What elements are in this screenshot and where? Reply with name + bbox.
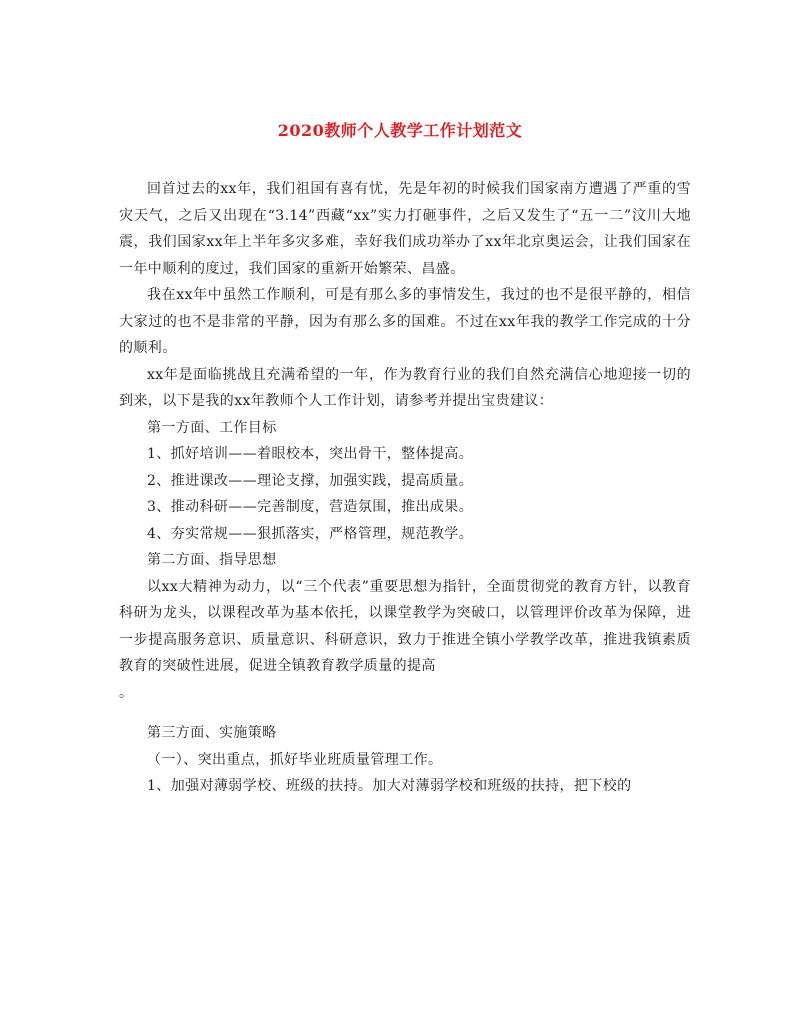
paragraph-review: 我在xx年中虽然工作顺利，可是有那么多的事情发生，我过的也不是很平静的，相信大家过的也不是非常的平静，因为有那么多的国难。不过在xx年我的教学工作完成的十分的顺利。	[119, 287, 691, 356]
document-title: 2020教师个人教学工作计划范文	[277, 121, 523, 140]
list-item-goal-1: 1、抓好培训——着眼校本，突出骨干，整体提高。	[147, 446, 474, 462]
subsection-heading-focus: （一）、突出重点，抓好毕业班质量管理工作。	[147, 751, 443, 768]
section-heading-goals: 第一方面、工作目标	[147, 419, 277, 436]
paragraph-plan-intro: xx年是面临挑战且充满希望的一年，作为教育行业的我们自然充满信心地迎接一切的到来，以下是我的xx年教师个人工作计划，请参考并提出宝贵建议：	[119, 366, 691, 409]
document-body	[119, 176, 691, 800]
paragraph-intro: 回首过去的xx年，我们祖国有喜有忧，先是年初的时候我们国家南方遭遇了严重的雪灾天气，之后又出现在“3.14”西藏“xx”实力打砸事件，之后又发生了“五一二”汶川大地震，我们国家xx年上半年多灾多难，幸好我们成功举办了xx年北京奥运会，让我们国家在一年中顺利的度过，我们国家的重新开始繁荣、昌盛。	[119, 181, 691, 277]
section-heading-strategy: 第三方面、实施策略	[147, 725, 277, 741]
list-item-goal-2: 2、推进课改——理论支撑，加强实践，提高质量。	[147, 472, 474, 489]
section-heading-guiding-thought: 第二方面、指导思想	[147, 552, 277, 568]
list-item-goal-4: 4、夯实常规——狠抓落实，严格管理，规范教学。	[147, 525, 474, 542]
paragraph-guiding-thought-tail: 。	[119, 684, 134, 701]
list-item-goal-3: 3、推动科研——完善制度，营造氛围，推出成果。	[147, 499, 474, 515]
paragraph-guiding-thought: 以xx大精神为动力，以“三个代表”重要思想为指针，全面贯彻党的教育方针，以教育科研为龙头，以课程改革为基本依托，以课堂教学为突破口，以管理评价改革为保障，进一步提高服务意识、质量意识、科研意识，致力于推进全镇小学教学改革，推进我镇素质教育的突破性进展，促进全镇教育教学质量的提高	[119, 578, 691, 674]
list-item-strategy-1: 1、加强对薄弱学校、班级的扶持。加大对薄弱学校和班级的扶持，把下校的	[147, 778, 632, 794]
